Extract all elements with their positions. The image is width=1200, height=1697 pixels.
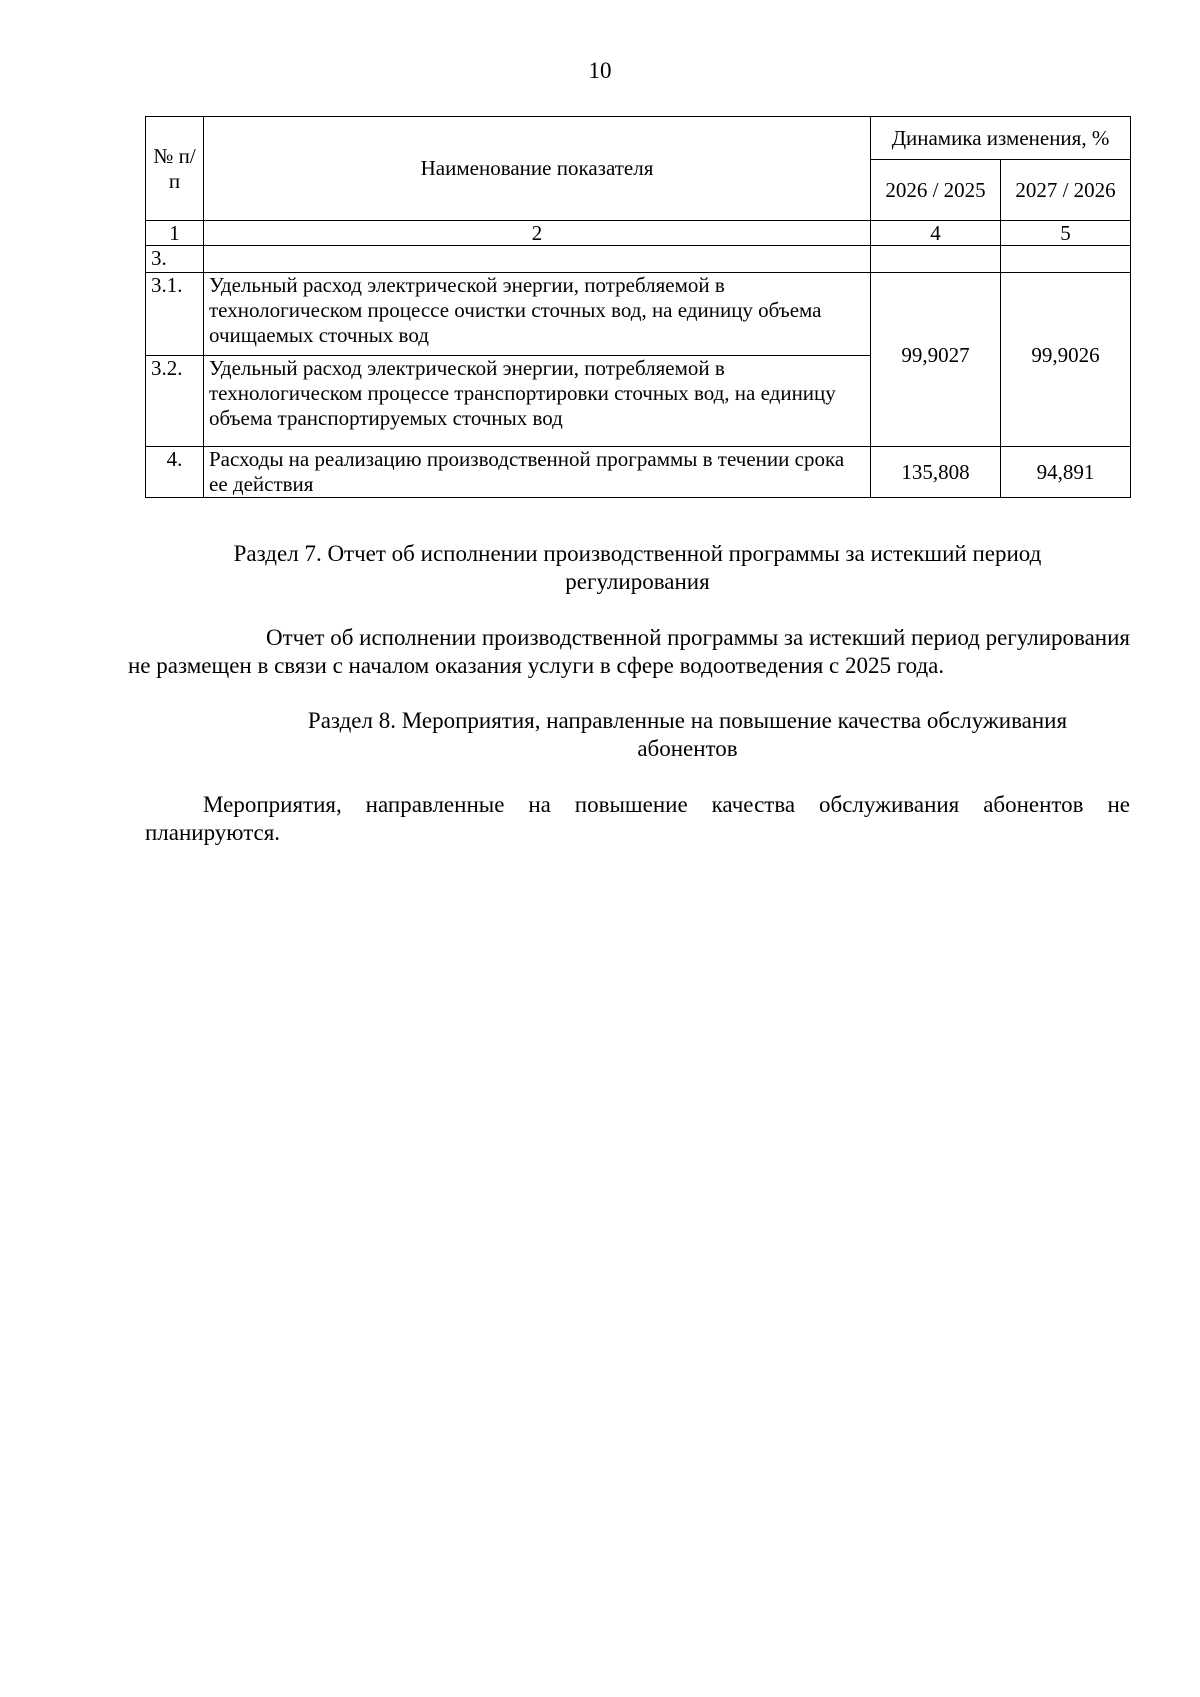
section-7-text (128, 624, 1130, 680)
header-period-1: 2026 / 2025 (871, 160, 1001, 221)
row-num: 3. (146, 246, 204, 273)
row-num: 4. (146, 447, 204, 498)
section-8-heading-line-2: абонентов (637, 736, 738, 761)
row-name: Удельный расход электрической энергии, потребляемой в технологическом процессе транспортировки сточных вод, на единицу объема транспортируемых сточных вод (204, 356, 871, 447)
section-8-heading-line-1: Раздел 8. Мероприятия, направленные на повышение качества обслуживания (307, 708, 1068, 733)
section-8-text-line-2: планируются. (145, 820, 281, 845)
value-2026-2025: 99,9027 (871, 273, 1001, 447)
indicators-table (145, 116, 1131, 498)
section-7-heading-line-2: регулирования (565, 569, 710, 594)
section-8-text-line-1: Мероприятия, направленные на повышение качества обслуживания абонентов не (203, 792, 1130, 817)
value-2027-2026: 94,891 (1001, 447, 1131, 498)
section-8-text (145, 791, 1130, 847)
column-number: 4 (871, 221, 1001, 246)
page-number: 10 (588, 58, 612, 83)
section-7-text-line-2: не размещен в связи с началом оказания услуги в сфере водоотведения с 2025 года. (128, 653, 945, 678)
section-7-heading-line-1: Раздел 7. Отчет об исполнении производственной программы за истекший период (233, 541, 1042, 566)
row-num: 3.1. (146, 273, 204, 356)
table-row (146, 273, 1131, 356)
header-dynamics: Динамика изменения, % (871, 117, 1131, 160)
table-row (146, 447, 1131, 498)
row-num: 3.2. (146, 356, 204, 447)
section-7-heading (145, 540, 1130, 596)
header-period-2: 2027 / 2026 (1001, 160, 1131, 221)
row-name (204, 246, 871, 273)
value-2026-2025: 135,808 (871, 447, 1001, 498)
value-2027-2026: 99,9026 (1001, 273, 1131, 447)
row-name: Расходы на реализацию производственной программы в течении срока ее действия (204, 447, 871, 498)
column-number: 5 (1001, 221, 1131, 246)
column-number: 1 (146, 221, 204, 246)
table-row (146, 246, 1131, 273)
section-8-heading (245, 707, 1130, 763)
header-name: Наименование показателя (204, 117, 871, 221)
column-number: 2 (204, 221, 871, 246)
row-name: Удельный расход электрической энергии, потребляемой в технологическом процессе очистки сточных вод, на единицу объема очищаемых сточных вод (204, 273, 871, 356)
header-num: № п/п (146, 117, 204, 221)
section-7-text-line-1: Отчет об исполнении производственной программы за истекший период регулирования (265, 625, 1130, 650)
